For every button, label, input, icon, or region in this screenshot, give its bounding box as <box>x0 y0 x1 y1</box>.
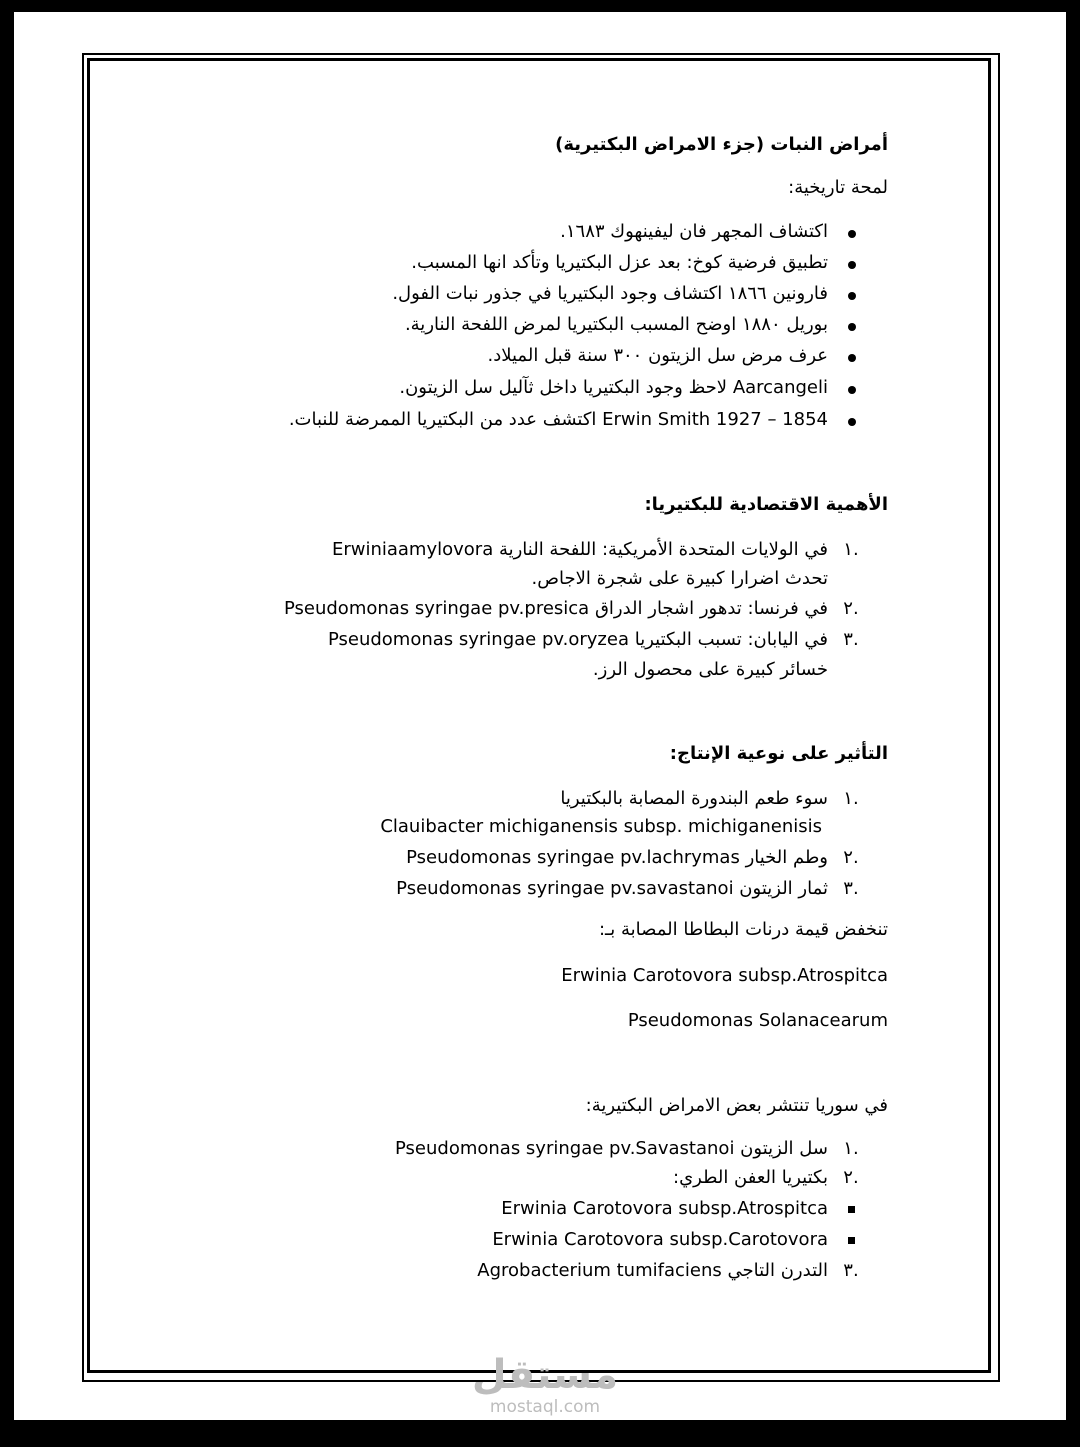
history-item: Erwin Smith 1927 – 1854 اكتشف عدد من البكتيريا الممرضة للنبات. <box>288 409 828 430</box>
history-item: بوريل ١٨٨٠ اوضح المسبب البكتيريا لمرض اللفحة النارية. <box>404 314 828 335</box>
bullet-icon <box>848 354 856 362</box>
potato-species: Erwinia Carotovora subsp.Atrospitca <box>561 965 888 986</box>
watermark <box>470 1353 620 1417</box>
syria-item: سل الزيتون Pseudomonas syringae pv.Savastanoi <box>395 1138 828 1159</box>
bullet-icon <box>848 418 856 426</box>
bullet-icon <box>848 261 856 269</box>
economic-item: في فرنسا: تدهور اشجار الدراق Pseudomonas syringae pv.presica <box>283 598 828 619</box>
list-number: ٢. <box>843 847 859 868</box>
quality-heading: التأثير على نوعية الإنتاج: <box>669 743 888 764</box>
watermark-logo: مستقل <box>471 1352 619 1398</box>
syria-sub-item: Erwinia Carotovora subsp.Atrospitca <box>501 1198 828 1219</box>
list-number: ١. <box>843 788 859 809</box>
quality-item: ثمار الزيتون Pseudomonas syringae pv.savastanoi <box>396 878 828 899</box>
syria-heading: في سوريا تنتشر بعض الامراض البكتيرية: <box>585 1095 888 1116</box>
watermark-url: mostaql.com <box>489 1397 601 1417</box>
history-item: اكتشاف المجهر فان ليفينهوك ١٦٨٣. <box>560 221 828 242</box>
list-number: ٢. <box>843 598 859 619</box>
economic-item-continued: تحدث اضرارا كبيرة على شجرة الاجاص. <box>531 568 828 589</box>
syria-sub-item: Erwinia Carotovora subsp.Carotovora <box>492 1229 828 1250</box>
syria-item: التدرن التاجي Agrobacterium tumifaciens <box>477 1260 828 1281</box>
list-number: ٣. <box>843 1260 859 1281</box>
list-number: ٣. <box>843 878 859 899</box>
document-title: أمراض النبات (جزء الامراض البكتيرية) <box>555 134 888 155</box>
quality-item-species: Clauibacter michiganensis subsp. michiganenisis <box>380 816 822 837</box>
history-heading: لمحة تاريخية: <box>788 177 888 198</box>
economic-item: في الولايات المتحدة الأمريكية: اللفحة النارية Erwiniaamylovora <box>331 539 828 560</box>
bullet-icon <box>848 323 856 331</box>
list-number: ١. <box>843 1138 859 1159</box>
quality-item: وطم الخيار Pseudomonas syringae pv.lachrymas <box>406 847 828 868</box>
square-bullet-icon <box>848 1206 855 1213</box>
list-number: ١. <box>843 539 859 560</box>
bullet-icon <box>848 386 856 394</box>
quality-item: سوء طعم البندورة المصابة بالبكتيريا <box>560 788 828 809</box>
economic-item: في اليابان: تسبب البكتيريا Pseudomonas syringae pv.oryzea <box>327 629 828 650</box>
list-number: ٣. <box>843 629 859 650</box>
list-number: ٢. <box>843 1167 859 1188</box>
syria-item: بكتيريا العفن الطري: <box>673 1167 828 1188</box>
history-item: Aarcangeli لاحظ وجود البكتيريا داخل ثآليل سل الزيتون. <box>399 377 828 398</box>
economic-heading: الأهمية الاقتصادية للبكتيريا: <box>644 494 888 515</box>
history-item: تطبيق فرضية كوخ: بعد عزل البكتيريا وتأكد انها المسبب. <box>411 252 828 273</box>
bullet-icon <box>848 292 856 300</box>
economic-item-continued: خسائر كبيرة على محصول الرز. <box>592 659 828 680</box>
potato-species: Pseudomonas Solanacearum <box>627 1010 888 1031</box>
square-bullet-icon <box>848 1237 855 1244</box>
history-item: عرف مرض سل الزيتون ٣٠٠ سنة قبل الميلاد. <box>487 345 828 366</box>
potato-text: تنخفض قيمة درنات البطاطا المصابة بـ: <box>598 919 888 940</box>
history-item: فارونين ١٨٦٦ اكتشاف وجود البكتيريا في جذور نبات الفول. <box>392 283 828 304</box>
bullet-icon <box>848 230 856 238</box>
